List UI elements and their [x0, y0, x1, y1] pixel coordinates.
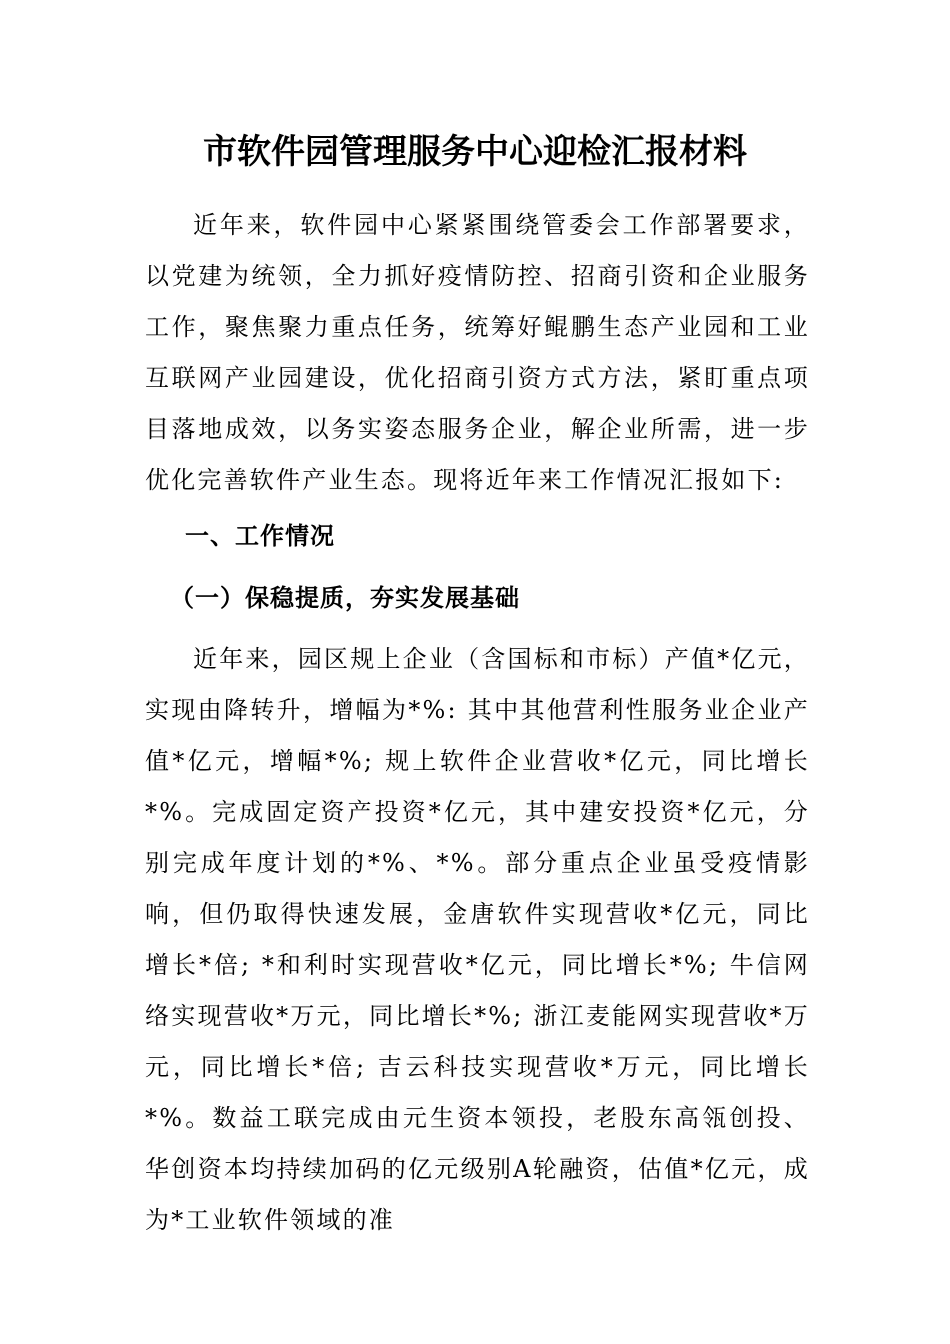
subsection-heading-stability: （一）保稳提质，夯实发展基础 [170, 583, 520, 612]
intro-paragraph: 近年来，软件园中心紧紧围绕管委会工作部署要求，以党建为统领，全力抓好疫情防控、招商引资和企业服务工作，聚焦聚力重点任务，统筹好鲲鹏生态产业园和工业互联网产业园建设，优化招商引资方式方法，紧盯重点项目落地成效，以务实姿态服务企业，解企业所需，进一步优化完善软件产业生态。现将近年来工作情况汇报如下: [145, 211, 810, 494]
subsection-paragraph: 近年来，园区规上企业（含国标和市标）产值*亿元，实现由降转升，增幅为*%: 其中其他营利性服务业企业产值*亿元，增幅*%; 规上软件企业营收*亿元，同比增长*%。完成固定资产投资*亿元，其中建安投资*亿元，分别完成年度计划的*%、*%。部分重点企业虽受疫情影响，但仍取得快速发展，金唐软件实现营收*亿元，同比增长*倍; *和利时实现营收*亿元，同比增长*%; 牛信网络实现营收*万元，同比增长*%; 浙江麦能网实现营收*万元，同比增长*倍; 吉云科技实现营收*万元，同比增长*%。数益工联完成由元生资本领投，老股东高瓴创投、华创资本均持续加码的亿元级别A轮融资，估值*亿元，成为*工业软件领域的准 [145, 645, 810, 1234]
document-title: 市软件园管理服务中心迎检汇报材料 [203, 132, 747, 172]
section-heading-work-status: 一、工作情况 [185, 521, 335, 550]
